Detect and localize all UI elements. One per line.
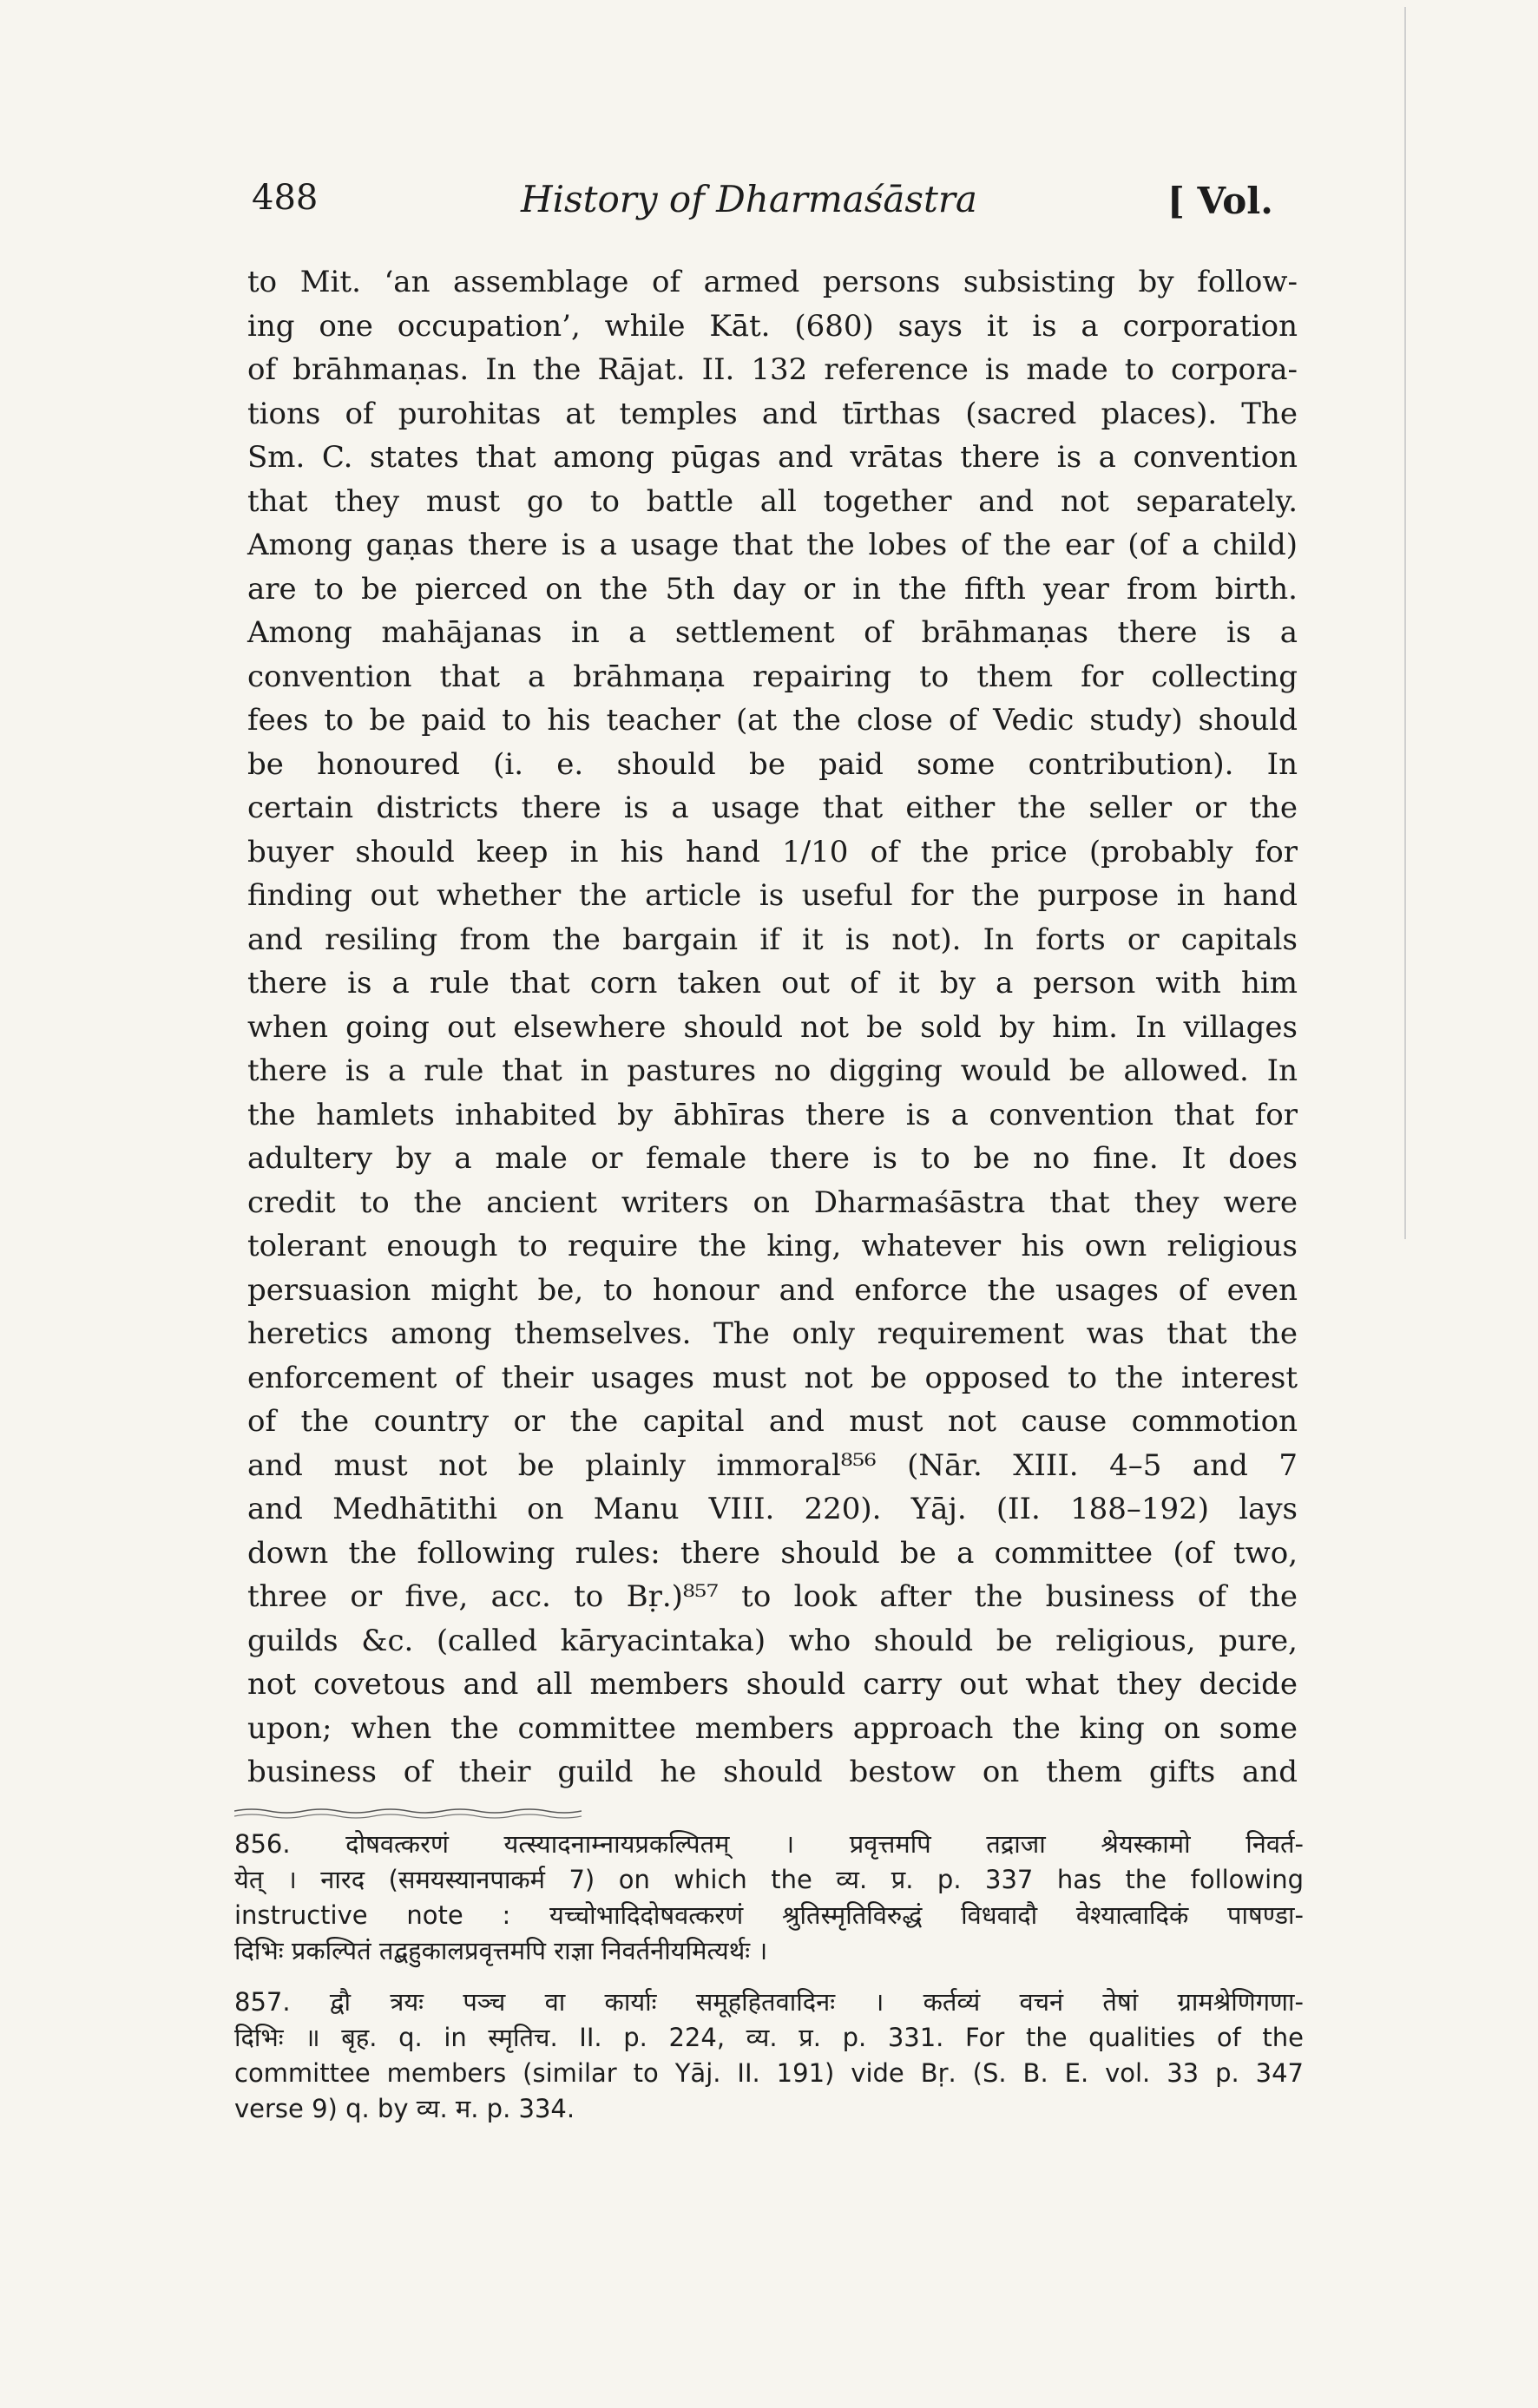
body-text <box>247 260 1298 1795</box>
body-line: Sm. C. states that among pūgas and vrātas there is a convention <box>247 440 1298 475</box>
body-line: down the following rules: there should be a committee (of two, <box>247 1535 1298 1571</box>
body-line: business of their guild he should bestow on them gifts and <box>247 1755 1298 1789</box>
body-line: Among gaṇas there is a usage that the lobes of the ear (of a child) <box>247 528 1298 562</box>
footnotes <box>234 1827 1304 2142</box>
footnote-line: दिभिः प्रकल्पितं तद्बहुकालप्रवृत्तमपि राज्ञा निवर्तनीयमित्यर्थः । <box>234 1936 768 1965</box>
footnote-line: instructive note : यच्चोभादिदोषवत्करणं श्रुतिस्मृतिविरुद्धं विधवादौ वेश्यात्वादिकं पाषण्डा- <box>234 1900 1304 1930</box>
footnote-line: verse 9) q. by व्य. म. p. 334. <box>234 2094 575 2123</box>
body-line: convention that a brāhmaṇa repairing to them for collecting <box>247 659 1298 694</box>
body-line: ing one occupation’, while Kāt. (680) says it is a corporation <box>247 308 1298 344</box>
body-line: persuasion might be, to honour and enforce the usages of even <box>247 1272 1298 1308</box>
body-line: and resiling from the bargain if it is not). In forts or capitals <box>247 922 1298 957</box>
body-line: tolerant enough to require the king, whatever his own religious <box>247 1229 1298 1263</box>
body-line: that they must go to battle all together and not separately. <box>247 483 1298 519</box>
body-line: guilds &c. (called kāryacintaka) who should be religious, pure, <box>247 1623 1298 1658</box>
body-line: upon; when the committee members approach the king on some <box>247 1710 1298 1746</box>
footnote-line: 856. दोषवत्करणं यत्स्यादनाम्नायप्रकल्पितम् । प्रवृत्तमपि तद्राजा श्रेयस्कामो निवर्त- <box>234 1829 1304 1859</box>
body-line: there is a rule that corn taken out of it by a person with him <box>247 966 1298 1001</box>
footnote-line: 857. द्वौ त्रयः पञ्च वा कार्याः समूहहितवादिनः । कर्तव्यं वचनं तेषां ग्रामश्रेणिगणा- <box>234 1987 1304 2017</box>
body-line: of the country or the capital and must not cause commotion <box>247 1404 1298 1439</box>
body-line: are to be pierced on the 5th day or in the fifth year from birth. <box>247 571 1298 607</box>
body-line: adultery by a male or female there is to be no fine. It does <box>247 1141 1298 1176</box>
footnote-line: committee members (similar to Yāj. II. 191) vide Bṛ. (S. B. E. vol. 33 p. 347 <box>234 2058 1304 2088</box>
body-line: and Medhātithi on Manu VIII. 220). Yāj. (II. 188–192) lays <box>247 1492 1298 1526</box>
body-line: Among mahājanas in a settlement of brāhmaṇas there is a <box>247 615 1298 650</box>
body-line: fees to be paid to his teacher (at the close of Vedic study) should <box>247 703 1298 738</box>
footnote <box>234 1827 1304 1969</box>
body-line: of brāhmaṇas. In the Rājat. II. 132 reference is made to corpora- <box>247 352 1298 387</box>
body-line: three or five, acc. to Bṛ.)⁸⁵⁷ to look after the business of the <box>247 1579 1298 1614</box>
body-line: be honoured (i. e. should be paid some contribution). In <box>247 746 1298 782</box>
body-line: finding out whether the article is useful for the purpose in hand <box>247 878 1298 913</box>
running-title: History of Dharmaśāstra <box>521 178 977 220</box>
body-line: and must not be plainly immoral⁸⁵⁶ (Nār. XIII. 4–5 and 7 <box>247 1447 1298 1483</box>
body-line: the hamlets inhabited by ābhīras there is a convention that for <box>247 1097 1298 1132</box>
body-line: buyer should keep in his hand 1/10 of the price (probably for <box>247 834 1298 869</box>
body-line: certain districts there is a usage that either the seller or the <box>247 791 1298 825</box>
page-number: 488 <box>252 178 319 218</box>
body-line: when going out elsewhere should not be sold by him. In villages <box>247 1009 1298 1045</box>
body-line: to Mit. ‘an assemblage of armed persons subsisting by follow- <box>247 265 1298 299</box>
body-line: there is a rule that in pastures no digging would be allowed. In <box>247 1053 1298 1088</box>
body-line: credit to the ancient writers on Dharmaśāstra that they were <box>247 1184 1298 1220</box>
volume-mark: [ Vol. <box>1167 180 1273 222</box>
footnote-separator <box>234 1808 582 1820</box>
footnote-line: येत् । नारद (समयस्यानपाकर्म 7) on which the व्य. प्र. p. 337 has the following <box>234 1865 1304 1894</box>
body-line: enforcement of their usages must not be opposed to the interest <box>247 1360 1298 1395</box>
body-line: tions of purohitas at temples and tīrthas (sacred places). The <box>247 396 1298 431</box>
footnote <box>234 1985 1304 2127</box>
body-line: not covetous and all members should carry out what they decide <box>247 1667 1298 1702</box>
page-header <box>0 178 1538 230</box>
footnote-line: दिभिः ॥ बृह. q. in स्मृतिच. II. p. 224, व्य. प्र. p. 331. For the qualities of the <box>234 2023 1304 2052</box>
body-line: heretics among themselves. The only requirement was that the <box>247 1316 1298 1351</box>
